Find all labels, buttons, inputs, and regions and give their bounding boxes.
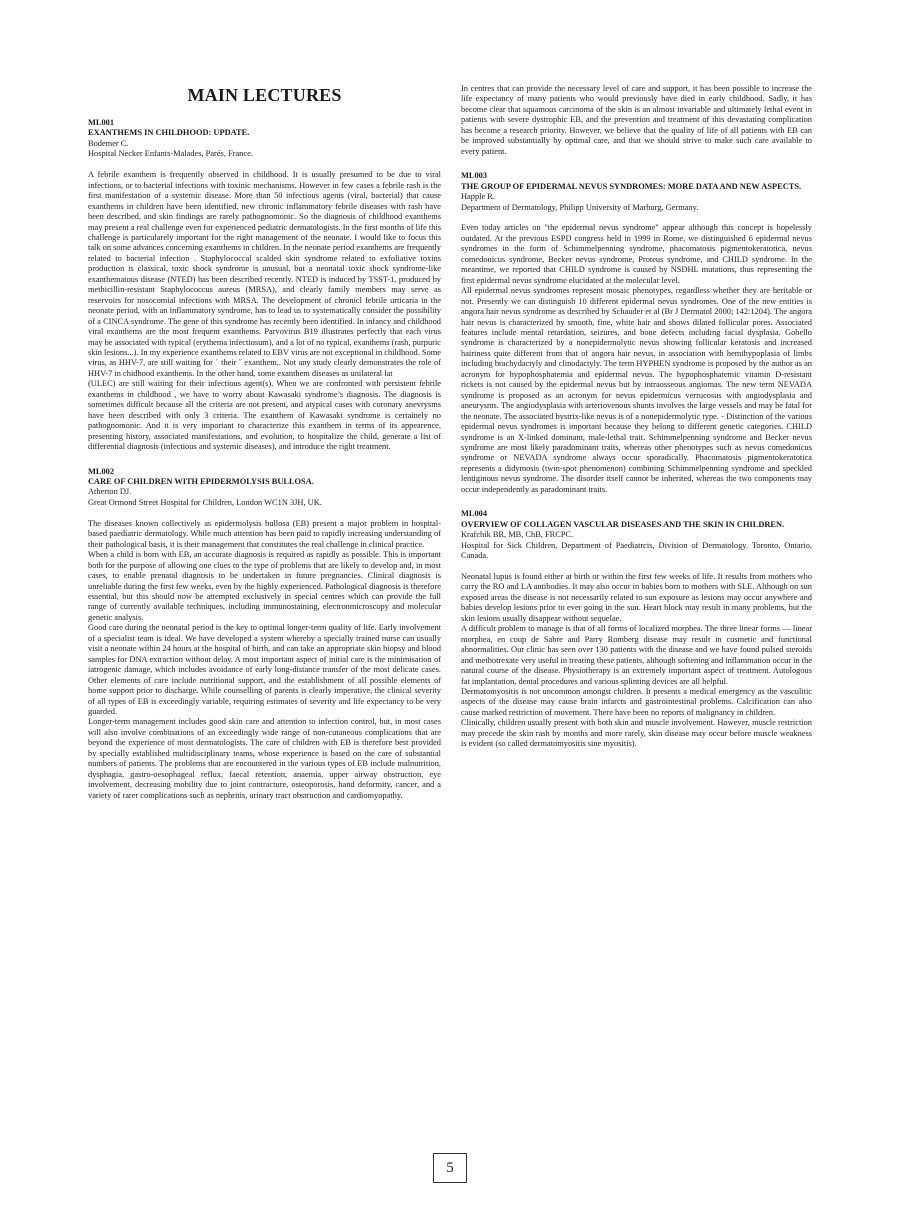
lecture-code: ML001 xyxy=(88,118,115,127)
lecture-paragraph: A febrile exanthem is frequently observed in childhood. It is usually presumed to be due to viral infections, or to bacterial infections with toxinic mechanisms. However in few cases a febrile rash is the first manifestation of a systemic disease. More than 50 infectious agents (viral, bacterial) that cause exanthems in children have been identified, new chronic inflammatory febrile diseases with rash have been described, and skin findings are rarely pathognomonic. So the diagnosis of childhood exanthems may present a real challenge even for experienced pediatric dermatologists. In the first months of life this challenge is particularely important for the right management of the neonate. I would like to focus this talk on some advances concerning exanthems in children. In the neonate period exanthems are frequently related to bacterial infection . Staphylococcal scalded skin syndrome related to exfoliative toxins production is classical, toxic shock syndrome is unusual, but a neonatal toxic shock syndrome-like exanthematous disease (NTED) has been described recently. NTED is induced by TSST-1, produced by methicillin-resistant Staphylococcus aureus (MRSA), and clearly family members may serve as reservoirs for nosocomial infections with MRSA. The development of chronicl febrile urticaria in the neonate period, with an inflammatory syndrome, has to lead us to systematically consider the possibility of a CINCA syndrome. The gene of this syndrome has recently been identified. In infancy and childhood viral exanthems are the most frequent exanthems. Parvovirus B19 illustrates perfectly that each virus may be associated with typical (erythema infectiosum), and a lot of no typical, exanthems (rash, purpuric skin lesions...). In my experience exanthems related to EBV virus are not exceptional in childhood. Some virus, as HHV-7, are still waiting for ˊ their ˝ exanthem,. Not any study clearly demonstrates the role of HHV-7 in chidhood exanthems. In the other hand, some exanthem diseases as unilateral lat xyxy=(88,170,441,378)
lecture-ml002 xyxy=(88,467,441,802)
lecture-ml003 xyxy=(461,171,812,495)
lecture-affiliation: Department of Dermatology, Philipp University of Marburg, Germany. xyxy=(461,202,699,212)
right-column xyxy=(461,84,812,764)
lecture-affiliation: Hospital for Sick Children, Department of Paediatrcis, Division of Dermatology. Toronto, Ontario, Canada. xyxy=(461,540,812,561)
lecture-paragraph: Neonatal lupus is found either at birth or within the first few weeks of life. It results from mothers who carry the RO and LA antibodies. It may also occur in babies born to mothers with SLE. Although on sun exposed areas the disease is not necessarily related to sun exposure as lesions may occur anywhere and babies develop lesions prior to ever going in the sun. Heart block may result in many problems, but the skin lesions usually disappear without sequelae. xyxy=(461,572,812,623)
lecture-paragraph: All epidermal nevus syndromes represent mosaic phenotypes, regardless whether they are heritable or not. Presently we can distinguish 10 different epidermal nevus syndromes. One of the new entities is angora hair nevus syndrome as described by Schauder et al (Br J Dermatol 2000; 142:1204). The angora hair nevus is characterized by smooth, fine, white hair and shows dilated follicular pores. Associated features include mental retardation, seizures, and bone defects including facial dysplasia. Gobello syndrome is characterized by a nonepidermolytic nevus showing follicular keratosis and increased hairiness quite different from that of angora hair nevus, in association with hemihypoplasia of limbs including brachydactyly and clinodactyly. The term HYPHEN syndrome is proposed by the author as an acronym for hypophosphatemia and epidermal nevus. The hypophosphatemic vitamin D-resistant rickets is not caused by the epidermal nevus but by intraosseous angiomas. The new term NEVADA syndrome is proposed as an acronym for nevus epidermicus verrucosus with angiodysplasia and aneurysms. The angiodysplasia with arteriovenous shunts involves the large vessels and may be fatal for the neonate. The associated hystrix-like nevus is of a nonepidermolytic type. - Distinction of the various epidermal nevus syndromes is important because they belong to different genetic categories. CHILD syndrome is an X-linked dominant, male-lethal trait. Schimmelpenning syndrome and Becker nevus syndrome are most likely paradominant traits, whereas other phenotypes such as nevus comedonicus syndrome or NEVADA syndrome always occur sporadically. Phacomatosis pigmentokeratotica represents a didymosis (twin-spot phenomenon) combining Schimmelpenning syndrome and speckled lentiginous nevus syndrome. The disorder itself cannot be inherited, whereas the two components may occur independently as paradominant traits. xyxy=(461,286,812,494)
lecture-title: CARE OF CHILDREN WITH EPIDERMOLYSIS BULLOSA. xyxy=(88,477,314,486)
lecture-affiliation: Great Ormond Street Hospital for Children, London WC1N 3JH, UK. xyxy=(88,497,322,507)
lecture-affiliation: Hospital Necker Enfants-Malades, Parés, France. xyxy=(88,149,253,159)
lecture-title: EXANTHEMS IN CHILDHOOD: UPDATE. xyxy=(88,128,250,138)
lecture-paragraph: (ULEC) are still waiting for their infectious agent(s). When we are confronted with persistent febrile exanthems in childhood , we have to worry about Kawasaki syndrome’s diagnosis. The diagnosis is sometimes difficult because all the criteria are not present, and atypical cases with coronary anevrysms have been described with only 3 criteria. The exanthem of Kawasaki syndrome is certainely no pathognomonic. And it is very important to characterize this exanthem in terms of its appearence, presenting history, associated manifestations, and evolution, to hospitalize the child, generate a list of differential diagnosis (infectious and systemic diseases), and introduce the right treatment. xyxy=(88,379,441,452)
lecture-paragraph: The diseases known collectively as epidermolysis bullosa (EB) present a major problem in hospital-based paediatric dermatology. While much attention has been paid to rapidly increasing understanding of their pathological basis, it is their management that constitutes the real challenge in clinical practice. xyxy=(88,518,441,549)
lecture-paragraph: When a child is born with EB, an accurate diagnosis is required as rapidly as possible. This is important both for the purpose of allowing one clues to the type of problems that are likely to develop and, in most cases, to enable prenatal diagnosis to be undertaken in future pregnancies. Clinical diagnosis is unreliable during the first few weeks, even by the highly experienced. Pathological diagnosis is therefore essential, but this should now be attempted exclusively in special centres which can provide the full range of currently available techniques, including immunostaining, electronmicroscopy and molecular genetic analysis. xyxy=(88,550,441,622)
lecture-paragraph: Longer-term management includes good skin care and attention to infection control, but, in most cases will also involve combinations of an exceedingly wide range of non-cutaneous complications that are beyond the experience of most dermatologists. The care of children with EB is therefore best provided by specially established multidisciplinary teams, whose experience is based on the care of substantial numbers of patients. The problems that are encountered in the various types of EB include malnutrition, dysphagia, gastro-oesophageal reflux, faecal retention, anaemia, upper airway obstruction, eye involvement, decreasing mobility due to joint contracture, osteoporosis, hand deformity, cancer, and a variety of rarer complications such as nephritis, urinary tract obstruction and cardiomyopathy. xyxy=(88,717,441,800)
lecture-code: ML002 xyxy=(88,466,115,476)
lecture-paragraph: Clinically, children usually present with both skin and muscle involvement. However, muscle restriction may precede the skin rash by months and more rarely, skin disease may occur before muscle weakness is evident (so called dermatomyositis sine myositis). xyxy=(461,718,812,749)
page-number: 5 xyxy=(433,1153,467,1183)
lecture-ml001 xyxy=(88,118,441,453)
page-title: MAIN LECTURES xyxy=(187,85,342,105)
lecture-paragraph: Dermatomyositis is not uncommon amongst children. It presents a medical emergency as the vasculitic aspects of the disease may cause brain infarcts and gastrointestinal problems. Calcification can also cause marked restriction of movement. There have been no reports of malignancy in children. xyxy=(461,687,812,717)
lecture-author: Bodemer C. xyxy=(88,138,129,148)
lecture-code: ML003 xyxy=(461,171,488,181)
left-column xyxy=(88,84,441,815)
lecture-ml002-continued xyxy=(461,84,812,157)
lecture-paragraph: In centres that can provide the necessary level of care and support, it has been possible to increase the life expectancy of many patients who would previously have died in early childhood. Sadly, it has become clear that squamous carcinoma of the skin is an almost invariable and ultimately lethal event in patients with severe dystrophic EB, and the prevention and treatment of this devastating complication has become a research priority. However, we believe that the quality of life of all patients with EB can be improved substantially by optimal care, and that we should strive to make such care available to every patient. xyxy=(461,84,812,156)
lecture-author: Atherton DJ. xyxy=(88,487,132,497)
lecture-paragraph: A difficult problem to manage is that of all forms of localized morphea. The three linear forms — linear morphea, en coup de Sabre and Parry Romberg disease may result in cosmetic and functional abnormalities. Our clinic has seen over 130 patients with the disease and we have found pulsed steroids and methotrexate very useful in treating these patients, although softening and inflammation occur in the natural course of the disease. Physiotherapy is an extremely important aspect of treatment. Autologous fat implantation, dental procedures and various splinting devices are all helpful. xyxy=(461,624,812,686)
lecture-paragraph: Even today articles on "the epidermal nevus syndrome" appear although this concept is hopelessly outdated. At the previous ESPD congress held in 1999 in Rome, we distinguished 6 epidermal nevus syndromes in the form of Schimmelpenning syndrome, phacomatosis pigmentokeratotica, nevus comedonicus syndrome, Becker nevus syndrome, Proteus syndrome, and CHILD syndrome. In the meantime, we reported that CHILD syndrome is caused by NSDHL mutations, thus representing the first epidermal nevus syndrome elucidated at the molecular level. xyxy=(461,223,812,285)
lecture-ml004 xyxy=(461,509,812,749)
lecture-title: THE GROUP OF EPIDERMAL NEVUS SYNDROMES: MORE DATA AND NEW ASPECTS. xyxy=(461,181,802,191)
lecture-author: Krafchik BR, MB, ChB, FRCPC. xyxy=(461,530,574,540)
lecture-author: Happle R. xyxy=(461,192,495,202)
lecture-title: OVERVIEW OF COLLAGEN VASCULAR DISEASES AND THE SKIN IN CHILDREN. xyxy=(461,519,785,529)
lecture-paragraph: Good care during the neonatal period is the key to optimal longer-term quality of life. Early involvement of a specialist team is ideal. We have developed a system whereby a specially trained nurse can usually visit a neonate within 24 hours at the hospital of birth, and can take an appropriate skin biopsy and blood samples for DNA extraction without delay. A most important aspect of initial care is the minimisation of iatrogenic damage, which includes avoidance of early long-distance transfer of the most delicate cases. Other elements of care include nutritional support, and the establishment of all possible elements of home support prior to discharge. While counselling of parents is clearly imperative, the clinical severity of all types of EB is exceedingly variable, requiring estimates of severity and life expectancy to be very guarded. xyxy=(88,623,441,717)
lecture-code: ML004 xyxy=(461,509,488,519)
